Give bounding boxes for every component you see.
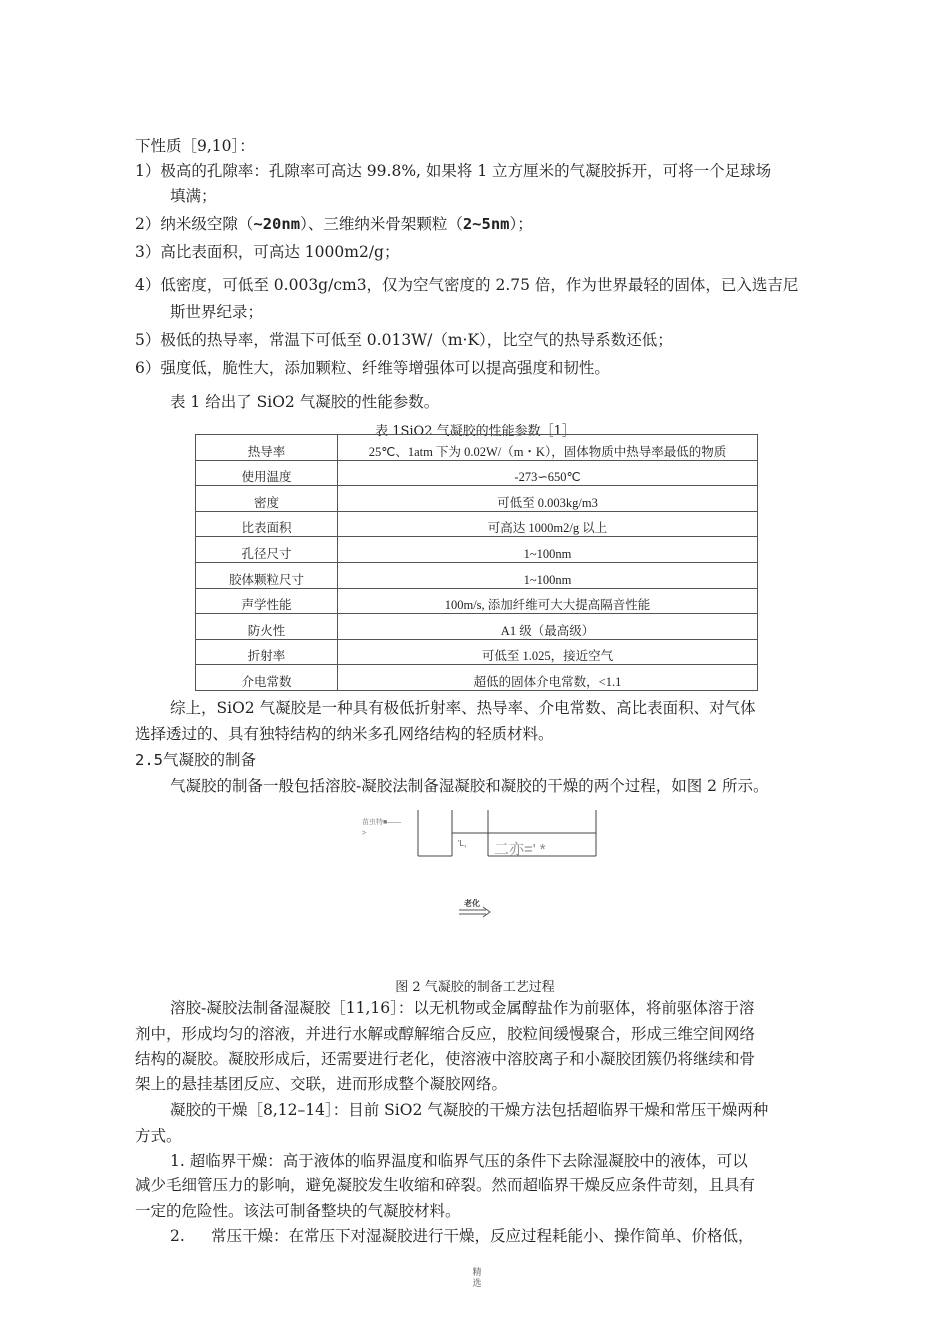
list-item-6 bbox=[135, 358, 610, 378]
supercritical-line-2: 减少毛细管压力的影响，避免凝胶发生收缩和碎裂。然而超临界干燥反应条件苛刻，且具有 bbox=[135, 1176, 756, 1194]
table-caption: 表 1SiO2 气凝胶的性能参数［1］ bbox=[375, 424, 575, 439]
list-text: 极高的孔隙率：孔隙率可高达 99.8%, 如果将 1 立方厘米的气凝胶拆开，可将一个足球场 bbox=[160, 162, 772, 180]
list-text: 强度低，脆性大，添加颗粒、纤维等增强体可以提高强度和韧性。 bbox=[160, 359, 610, 377]
table-value: -273∽650℃ bbox=[338, 460, 758, 486]
list-text: ）； bbox=[509, 215, 533, 233]
table-key: 使用温度 bbox=[196, 460, 338, 486]
table-row bbox=[196, 562, 758, 588]
footer-mark: 精选 bbox=[472, 1268, 482, 1289]
summary-line-2: 选择透过的、具有独特结构的纳米多孔网络结构的轻质材料。 bbox=[135, 725, 554, 743]
table-key: 热导率 bbox=[196, 435, 338, 461]
void-size: ~20nm bbox=[253, 215, 301, 233]
list-item-5 bbox=[135, 330, 673, 350]
list-num: 5） bbox=[135, 331, 161, 349]
table-key: 介电常数 bbox=[196, 665, 338, 691]
table-key: 密度 bbox=[196, 486, 338, 512]
list-item-4-cont: 斯世界纪录； bbox=[170, 303, 264, 321]
label-left-2: > bbox=[362, 830, 367, 837]
table-key: 孔径尺寸 bbox=[196, 537, 338, 563]
ambient-line-1: 常压干燥：在常压下对湿凝胶进行干燥，反应过程耗能小、操作简单、价格低， bbox=[211, 1227, 754, 1245]
list-num: 2） bbox=[135, 215, 161, 233]
table-value: 1~100nm bbox=[338, 537, 758, 563]
table-key: 防火性 bbox=[196, 614, 338, 640]
list-text: 极低的热导率，常温下可低至 0.013W/（m·K），比空气的热导系数还低； bbox=[160, 331, 673, 349]
table-value: A1 级（最高级） bbox=[338, 614, 758, 640]
table-value: 超低的固体介电常数，<1.1 bbox=[338, 665, 758, 691]
table-value: 可低至 0.003kg/m3 bbox=[338, 486, 758, 512]
list-text: 纳米级空隙（ bbox=[160, 215, 254, 233]
properties-table bbox=[195, 434, 758, 691]
list-item-1 bbox=[135, 161, 771, 181]
table-key: 声学性能 bbox=[196, 588, 338, 614]
table-row bbox=[196, 588, 758, 614]
table-row bbox=[196, 511, 758, 537]
right-label: 二亦=' * bbox=[494, 841, 546, 858]
list-num: 3） bbox=[135, 243, 161, 261]
table-value: 100m/s, 添加纤维可大大提高隔音性能 bbox=[338, 588, 758, 614]
process-figure bbox=[360, 808, 605, 928]
solgel-line-2: 剂中，形成均匀的溶液，并进行水解或醇解缩合反应，胶粒间缓慢聚合，形成三维空间网络 bbox=[135, 1025, 756, 1043]
prep-paragraph: 气凝胶的制备一般包括溶胶-凝胶法制备湿凝胶和凝胶的干燥的两个过程，如图 2 所示。 bbox=[170, 777, 769, 795]
section-heading bbox=[135, 750, 256, 770]
table-row bbox=[196, 639, 758, 665]
solgel-line-4: 架上的悬挂基团反应、交联，进而形成整个凝胶网络。 bbox=[135, 1075, 508, 1093]
table-row bbox=[196, 614, 758, 640]
list-item-2 bbox=[135, 214, 533, 234]
supercritical-line-3: 一定的危险性。该法可制备整块的气凝胶材料。 bbox=[135, 1202, 461, 1220]
table-key: 胶体颗粒尺寸 bbox=[196, 562, 338, 588]
arrow-label: 老化 bbox=[464, 899, 480, 908]
list-num: 1） bbox=[135, 162, 161, 180]
table-row bbox=[196, 435, 758, 461]
table-reference: 表 1 给出了 SiO2 气凝胶的性能参数。 bbox=[170, 393, 440, 411]
list-item-3 bbox=[135, 242, 399, 262]
label-left: 苗虫特■—— bbox=[362, 819, 402, 826]
list-item-4 bbox=[135, 275, 798, 295]
table-key: 折射率 bbox=[196, 639, 338, 665]
particle-size: 2~5nm bbox=[462, 215, 510, 233]
table-row bbox=[196, 486, 758, 512]
table-value: 可低至 1.025，接近空气 bbox=[338, 639, 758, 665]
table-value: 可高达 1000m2/g 以上 bbox=[338, 511, 758, 537]
drying-line-2: 方式。 bbox=[135, 1127, 182, 1145]
ambient-number: 2. bbox=[170, 1227, 185, 1245]
table-row bbox=[196, 665, 758, 691]
figure-caption: 图 2 气凝胶的制备工艺过程 bbox=[395, 980, 555, 995]
section-title: 气凝胶的制备 bbox=[163, 751, 257, 769]
summary-line-1: 综上，SiO2 气凝胶是一种具有极低折射率、热导率、介电常数、高比表面积、对气体 bbox=[170, 699, 756, 717]
list-text: ）、三维纳米骨架颗粒（ bbox=[300, 215, 463, 233]
table-value: 1~100nm bbox=[338, 562, 758, 588]
supercritical-line-1: 1. 超临界干燥：高于液体的临界温度和临界气压的条件下去除湿凝胶中的液体，可以 bbox=[170, 1152, 748, 1170]
table-key: 比表面积 bbox=[196, 511, 338, 537]
table-value: 25℃、1atm 下为 0.02W/（m・K），固体物质中热导率最低的物质 bbox=[338, 435, 758, 461]
table-row bbox=[196, 537, 758, 563]
list-text: 高比表面积，可高达 1000m2/g； bbox=[160, 243, 400, 261]
section-number: 2.5 bbox=[135, 751, 163, 769]
double-arrow-icon bbox=[459, 907, 490, 917]
solgel-line-3: 结构的凝胶。凝胶形成后，还需要进行老化，使溶液中溶胶离子和小凝胶团簇仍将继续和骨 bbox=[135, 1050, 756, 1068]
intro-lead: 下性质［9,10］： bbox=[135, 137, 255, 155]
process-diagram bbox=[360, 808, 605, 928]
solgel-line-1: 溶胶-凝胶法制备湿凝胶［11,16］：以无机物或金属醇盐作为前驱体，将前驱体溶于溶 bbox=[170, 999, 755, 1017]
list-num: 4） bbox=[135, 276, 161, 294]
mid-label: 'L， bbox=[458, 839, 472, 848]
table-row bbox=[196, 460, 758, 486]
list-num: 6） bbox=[135, 359, 161, 377]
list-item-1-cont: 填满； bbox=[170, 187, 217, 205]
drying-line-1: 凝胶的干燥［8,12–14］：目前 SiO2 气凝胶的干燥方法包括超临界干燥和常压干燥两种 bbox=[170, 1101, 769, 1119]
list-text: 低密度，可低至 0.003g/cm3，仅为空气密度的 2.75 倍，作为世界最轻的固体，已入选吉尼 bbox=[160, 276, 799, 294]
